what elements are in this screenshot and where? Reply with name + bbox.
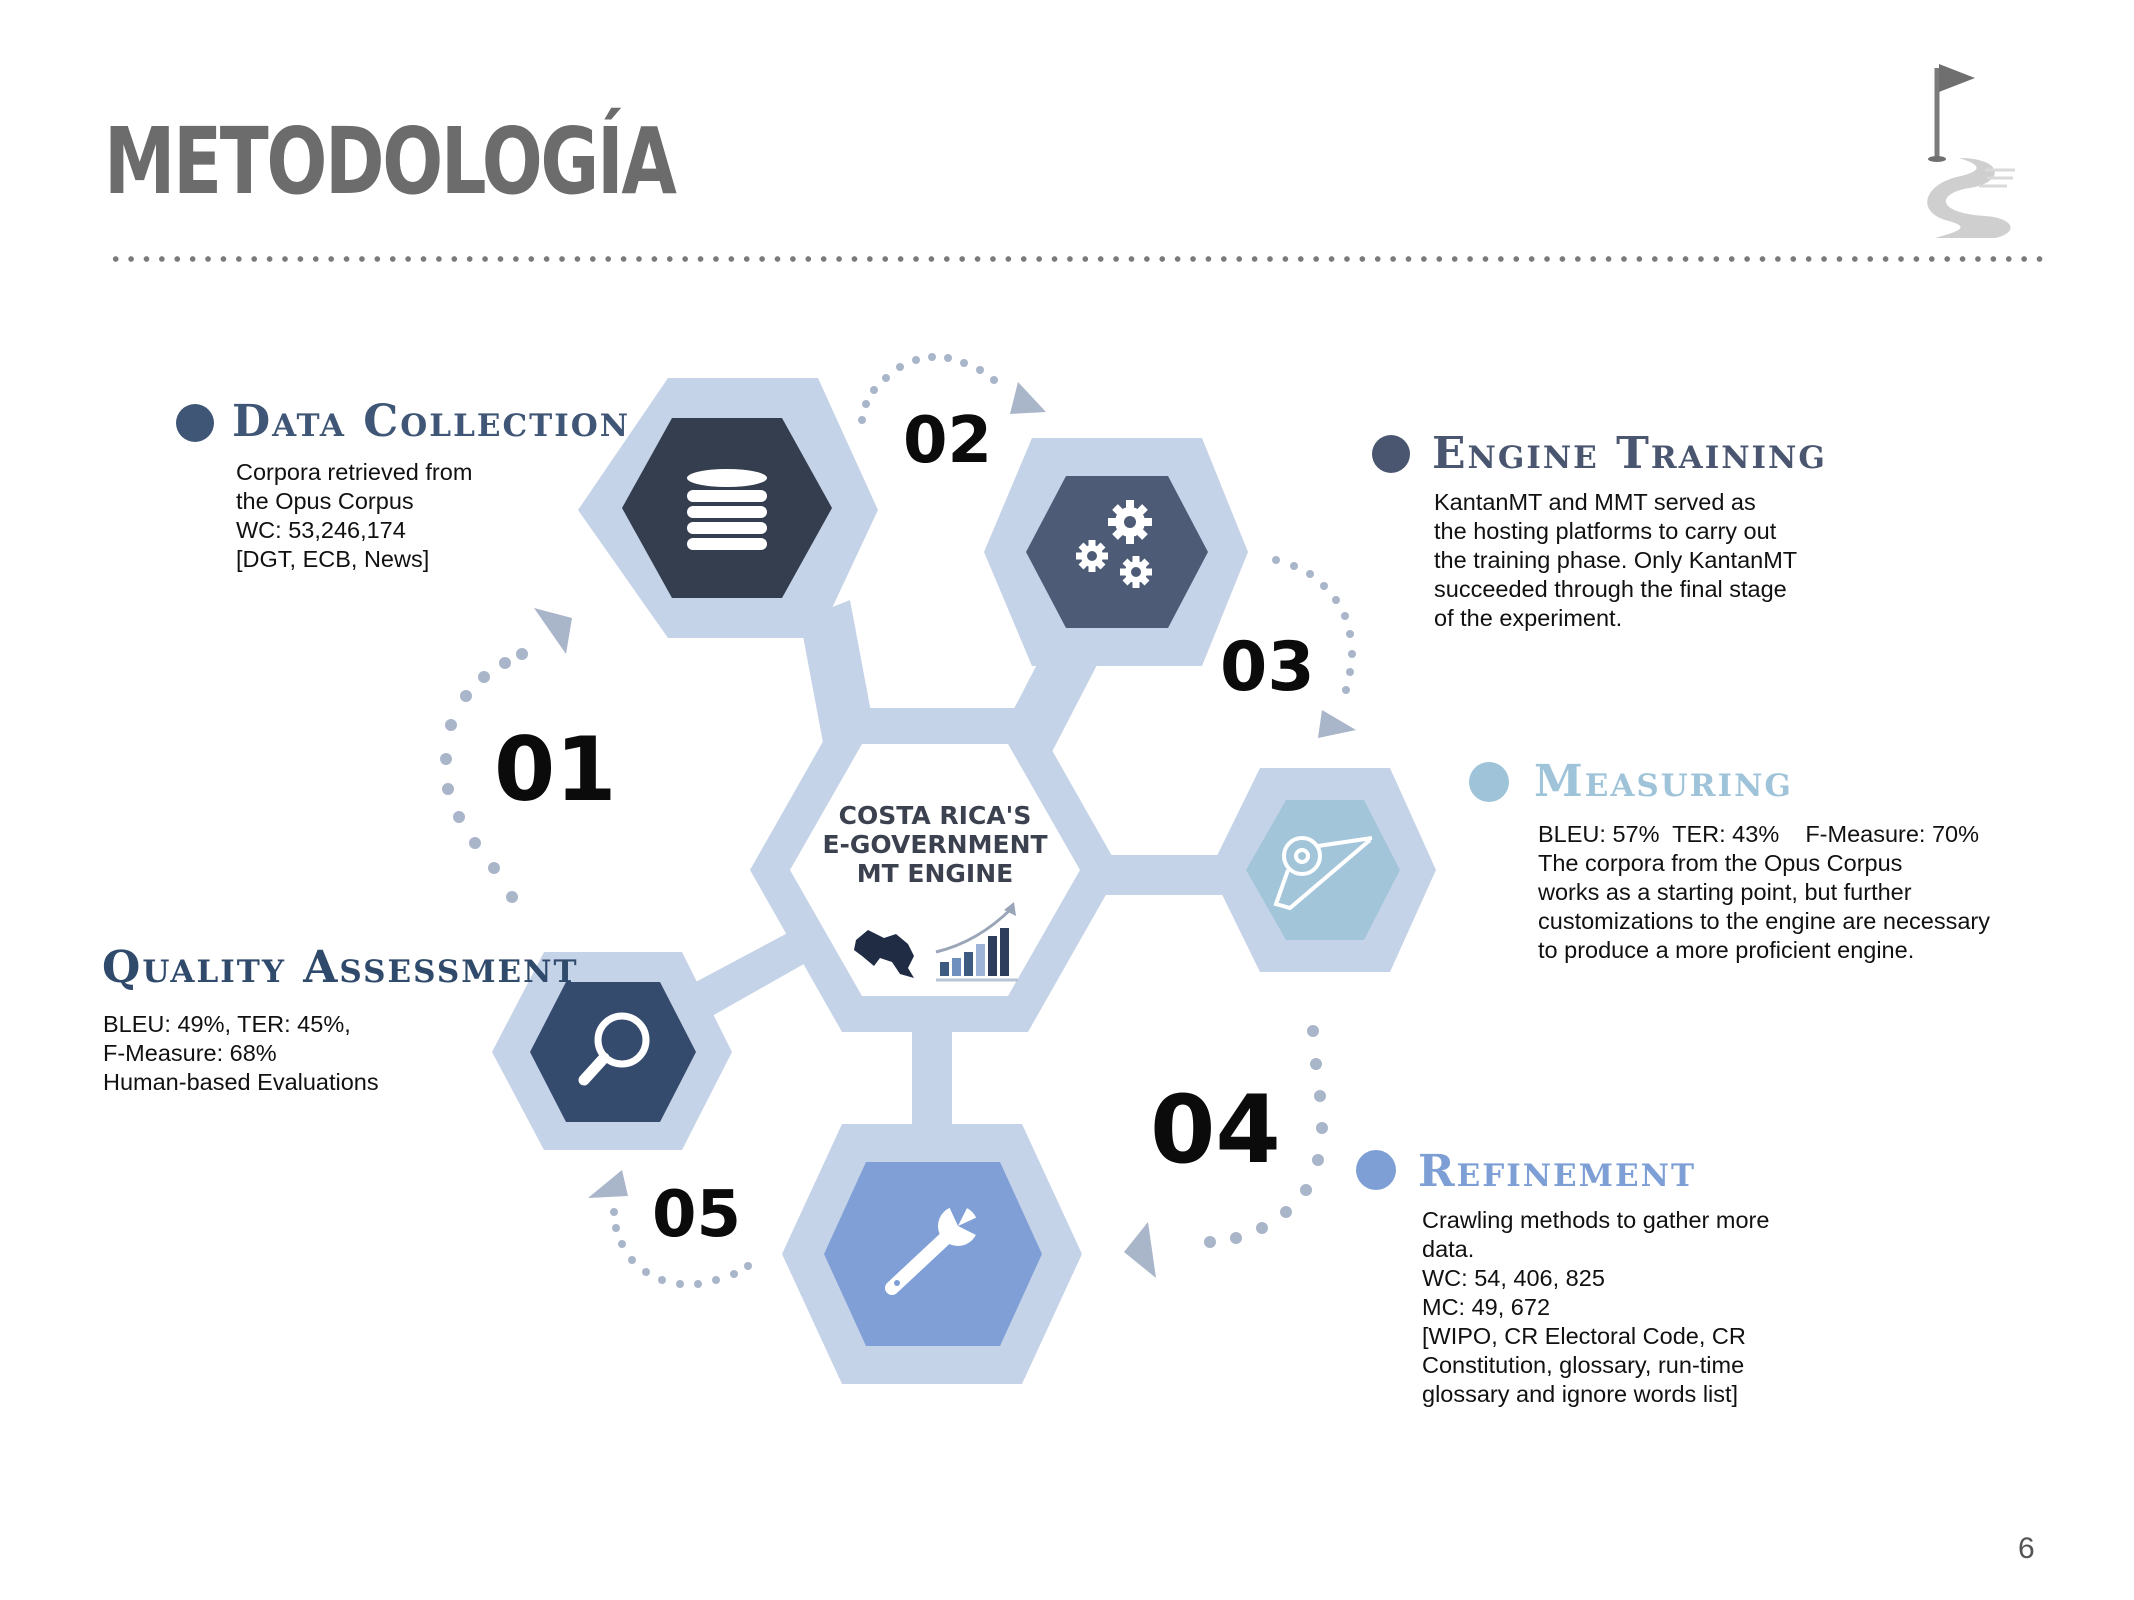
text-line: WC: 53,246,174 xyxy=(236,517,406,543)
center-line-3: MT ENGINE xyxy=(856,859,1014,888)
text-line: BLEU: 57% TER: 43% F-Measure: 70% xyxy=(1538,821,1980,847)
page-number: 6 xyxy=(2018,1532,2035,1565)
center-line-1: COSTA RICA'S xyxy=(838,801,1032,830)
page-title: METODOLOGÍA xyxy=(104,108,675,215)
text-line: the hosting platforms to carry out xyxy=(1434,518,1777,544)
bullet-engine-training xyxy=(1372,435,1410,473)
section-body-quality-assessment xyxy=(103,1010,379,1097)
section-body-engine-training xyxy=(1434,488,1797,633)
step-number-04: 04 xyxy=(1150,1076,1281,1185)
text-line: The corpora from the Opus Corpus xyxy=(1538,850,1903,876)
bullet-measuring xyxy=(1469,762,1509,802)
text-line: F-Measure: 68% xyxy=(103,1040,277,1066)
text-line: KantanMT and MMT served as xyxy=(1434,489,1756,515)
section-body-refinement xyxy=(1422,1206,1769,1409)
text-line: Constitution, glossary, run-time xyxy=(1422,1352,1745,1378)
text-line: works as a starting point, but further xyxy=(1538,879,1912,905)
bullet-refinement xyxy=(1356,1150,1396,1190)
section-title-measuring: Measuring xyxy=(1534,756,1793,807)
text-line: Human-based Evaluations xyxy=(103,1069,379,1095)
section-title-quality-assessment: Quality Assessment xyxy=(102,942,579,993)
step-number-01: 01 xyxy=(494,718,617,821)
text-line: the Opus Corpus xyxy=(236,488,414,514)
text-line: customizations to the engine are necessary xyxy=(1538,908,1990,934)
text-line: Corpora retrieved from xyxy=(236,459,473,485)
text-line: data. xyxy=(1422,1236,1475,1262)
bullet-data-collection xyxy=(176,404,214,442)
text-line: the training phase. Only KantanMT xyxy=(1434,547,1798,573)
step-number-05: 05 xyxy=(652,1178,742,1252)
text-line: of the experiment. xyxy=(1434,605,1623,631)
hex-engine-training xyxy=(984,438,1248,666)
section-title-refinement: Refinement xyxy=(1418,1146,1697,1197)
center-line-2: E-GOVERNMENT xyxy=(822,830,1048,859)
text-line: BLEU: 49%, TER: 45%, xyxy=(103,1011,351,1037)
section-body-measuring xyxy=(1538,820,1990,965)
text-line: [WIPO, CR Electoral Code, CR xyxy=(1422,1323,1746,1349)
section-title-data-collection: Data Collection xyxy=(232,396,631,447)
text-line: to produce a more proficient engine. xyxy=(1538,937,1915,963)
step-number-02: 02 xyxy=(903,404,993,478)
text-line: succeeded through the final stage xyxy=(1434,576,1787,602)
section-title-engine-training: Engine Training xyxy=(1432,428,1827,479)
text-line: WC: 54, 406, 825 xyxy=(1422,1265,1605,1291)
text-line: glossary and ignore words list] xyxy=(1422,1381,1739,1407)
text-line: MC: 49, 672 xyxy=(1422,1294,1551,1320)
text-line: Crawling methods to gather more xyxy=(1422,1207,1770,1233)
step-number-03: 03 xyxy=(1220,628,1315,707)
section-body-data-collection xyxy=(236,458,472,574)
text-line: [DGT, ECB, News] xyxy=(236,546,430,572)
hex-measuring xyxy=(1210,768,1436,972)
